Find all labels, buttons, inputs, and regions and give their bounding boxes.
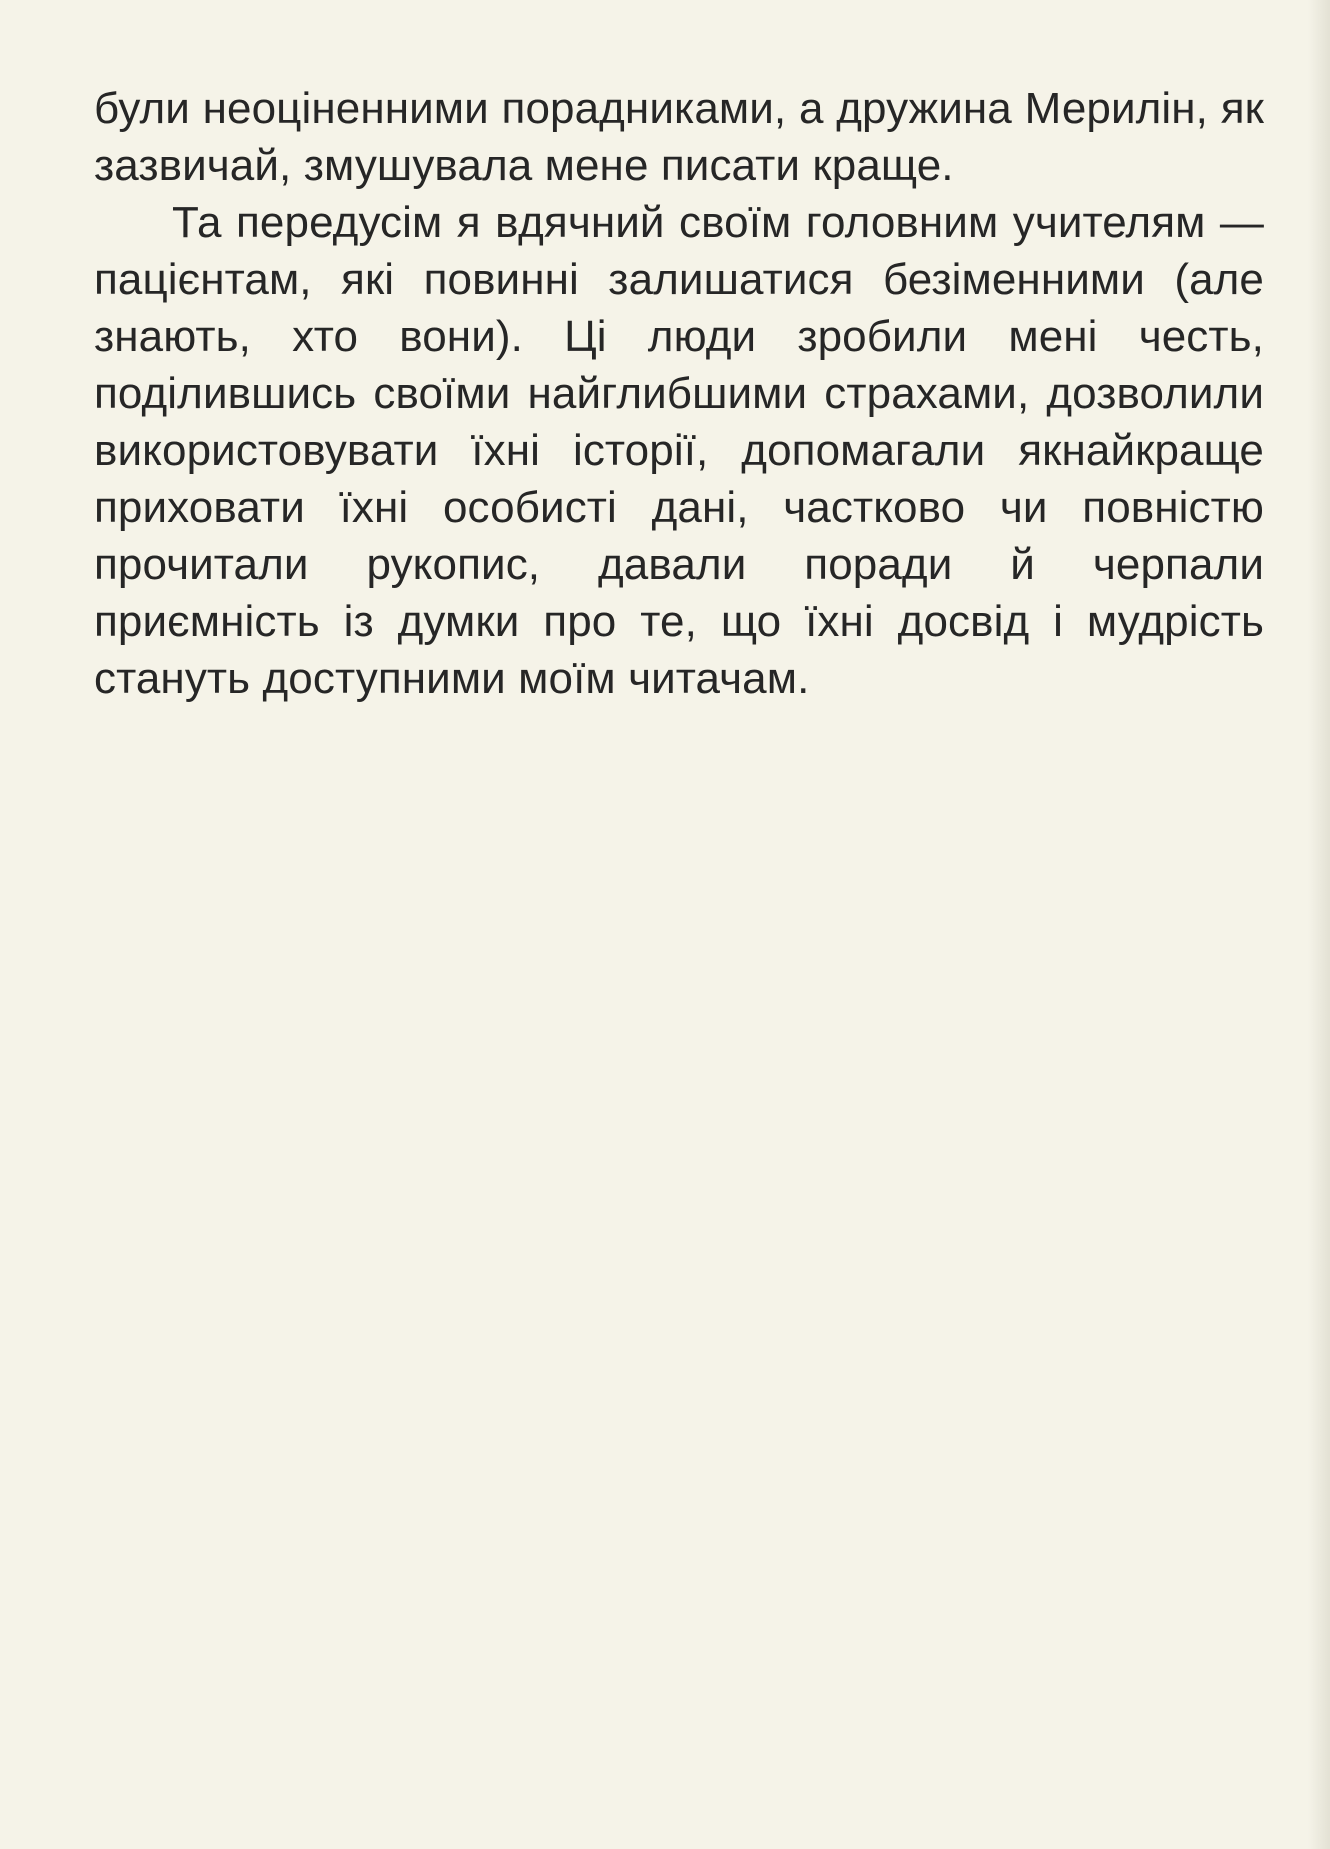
page-edge-shadow (1308, 0, 1330, 1849)
body-text (94, 80, 1264, 707)
paragraph-acknowledgement-patients: Та передусім я вдячний своїм головним учителям — пацієнтам, які повинні залишатися безіменними (але знають, хто вони). Ці люди зробили мені честь, поділившись своїми найглибшими страхами, дозволили використовувати їхні історії, допомагали якнайкраще приховати їхні особисті дані, частково чи повністю прочитали рукопис, давали поради й черпали приємність із думки про те, що їхні досвід і мудрість стануть доступними моїм читачам. (94, 198, 1264, 703)
paragraph-continued: були неоціненними порадниками, а дружина Мерилін, як зазвичай, змушувала мене писати краще. (94, 84, 1264, 190)
